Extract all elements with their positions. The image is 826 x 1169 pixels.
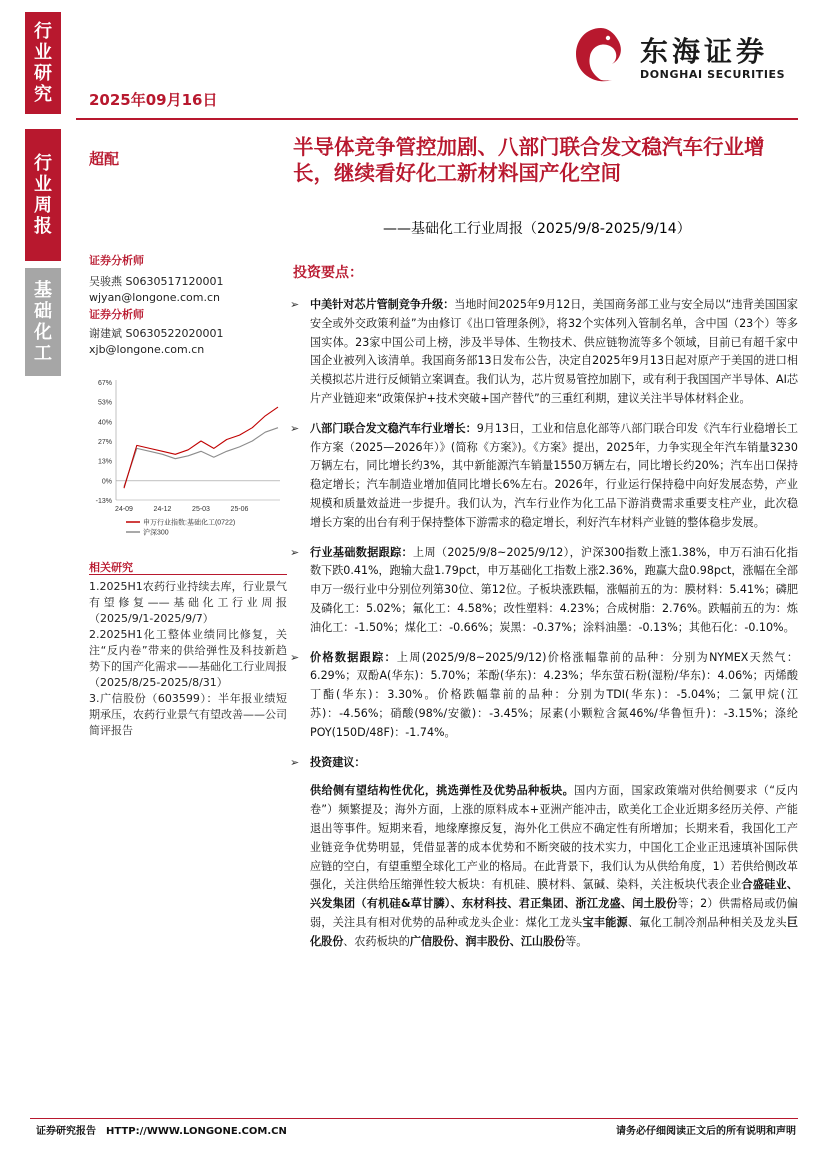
y-tick-label: 13% [97,458,112,466]
key-point [288,296,798,409]
report-type-tab-char: 周 [34,195,52,216]
x-tick-label: 24-09 [115,506,133,513]
industry-tab-char: 工 [34,343,52,364]
advice-companies: 宝丰能源 [582,915,628,929]
related-research-item[interactable]: 2.2025H1化工整体业绩同比修复，关注“反内卷”带来的供给弹性及科技新趋势下的国产化需求——基础化工行业周报（2025/8/25-2025/8/31） [89,628,287,689]
report-date: 2025年09月16日 [89,91,218,109]
analyst-email: wjyan@longone.com.cn [89,291,220,304]
key-point-head: 价格数据跟踪： [310,650,397,664]
key-point [288,649,798,743]
logo-dragon-icon [568,24,634,86]
related-research-divider [89,574,287,575]
industry-tab-char: 础 [34,301,52,322]
footer-disclaimer: 请务必仔细阅读正文后的所有说明和声明 [616,1126,796,1137]
industry-tab-char: 化 [34,322,52,343]
donghai-logo [568,24,798,88]
key-point-body: 当地时间2025年9月12日，美国商务部工业与安全局以“违背美国国家安全或外交政策利益”为由修订《出口管理条例》，将32个实体列入管制名单，含中国（23个）等多国实体。23家中国公司上榜，涉及半导体、生物技术、供应链物流等多个领域，目前已有超千家中国企业被列入该清单。我国商务部13日发布公告，决定自2025年9月13日起对原产于美国的进口相关模拟芯片进行反倾销立案调查。我们认为，芯片贸易管控加剧下，或有利于我国国产半导体、AI芯片产业链迎来“政策保护+技术突破+国产替代”的三重红利期，建议关注半导体材料企业。 [310,298,798,405]
key-point-head: 中美针对芯片管制竞争升级： [310,298,455,311]
advice-companies: 合盛硅业、兴发集团（有机硅&草甘膦）、东材科技、君正集团、浙江龙盛、闰土股份 [310,878,798,911]
analyst-label: 证券分析师 [89,308,144,321]
y-tick-label: 53% [97,399,112,407]
x-tick-label: 25-06 [230,506,249,513]
report-subtitle: ——基础化工行业周报（2025/9/8-2025/9/14） [383,221,691,237]
y-tick-label: 67% [97,380,112,387]
y-tick-label: 40% [97,419,112,427]
report-title: 半导体竞争管控加剧、八部门联合发文稳汽车行业增长，继续看好化工新材料国产化空间 [293,135,765,185]
series-line-csi300 [124,428,278,487]
related-research-item[interactable]: 1.2025H1农药行业持续去库，行业景气有望修复——基础化工行业周报（2025/9/1-2025/9/7） [89,580,287,625]
related-research-item[interactable]: 3.广信股份（603599）：半年报业绩短期承压，农药行业景气有望改善——公司简评报告 [89,692,287,737]
report-type-tab-char: 业 [34,174,52,195]
advice-lead: 供给侧有望结构性优化，挑选弹性及优势品种板块。 [310,784,575,798]
key-point [288,544,798,638]
key-point-body: 上周(2025/9/8~2025/9/12)价格涨幅靠前的品种：分别为NYMEX天然气：6.29%；双酚A(华东)：5.70%；苯酚(华东)：4.23%；华东萤石粉(湿粉/华东)：4.06%；丙烯酸丁酯(华东)：3.30%。价格跌幅靠前的品种：分别为TDI(华东)：-5.04%；二氯甲烷(江苏)：-4.56%；硝酸(98%/安徽)：-3.45%；尿素(小颗粒含氮46%/华鲁恒升)：-3.15%；涤纶POY(150D/48F)：-1.74%。 [310,650,798,739]
key-points [288,296,798,952]
advice-companies: 巨化股份 [310,915,798,948]
analyst-label: 证券分析师 [89,254,144,267]
x-tick-label: 25-03 [192,506,210,513]
legend-label: 申万行业指数:基础化工(0722) [143,519,236,527]
bullet-arrow-icon: ➢ [290,298,300,311]
key-point [288,754,798,773]
bullet-arrow-icon: ➢ [290,545,300,559]
series-line-industry-index [124,407,278,488]
report-type-tab-char: 行 [34,153,52,174]
advice-text: 、氟化工制冷剂品种相关及龙头 [627,915,787,929]
bullet-arrow-icon: ➢ [290,650,300,664]
legend-label: 沪深300 [143,529,169,537]
y-tick-label: 0% [101,478,112,486]
key-point-head: 投资建议： [310,755,366,769]
category-tab-char: 行 [34,21,52,42]
related-research-list [89,579,287,739]
report-type-tab [25,129,61,261]
industry-tab [25,268,61,376]
logo-chinese-name: 东海证券 [640,35,769,68]
bullet-arrow-icon: ➢ [290,755,300,769]
related-research-title: 相关研究 [89,561,133,574]
logo-english-name: DONGHAI SECURITIES [640,68,786,81]
category-tab-char: 业 [34,42,52,63]
advice-text: 等。 [565,934,588,948]
investment-rating: 超配 [89,150,120,168]
report-type-tab-char: 报 [34,216,52,237]
investment-advice-paragraph [288,782,798,951]
key-point-head: 八部门联合发文稳汽车行业增长： [310,421,477,435]
key-point-body: 9月13日，工业和信息化部等八部门联合印发《汽车行业稳增长工作方案（2025—2026年）》(简称《方案》)。《方案》提出，2025年，力争实现全年汽车销量3230万辆左右，同比增长约3%，其中新能源汽车销量1550万辆左右，同比增长约20%；汽车出口保持稳定增长；汽车制造业增加值同比增长6%左右。2026年，行业运行保持稳中向好发展态势，产业规模和质量效益进一步提升。我们认为，汽车行业作为化工品下游消费需求重要支柱产业，此次稳增长方案的出台有利于保持整体下游需求的稳定增长，利好汽车材料产业链的整体稳步发展。 [310,421,798,529]
advice-text: 国内方面，国家政策端对供给侧要求（“反内卷”）频繁提及；海外方面，上涨的原料成本+亚洲产能冲击，欧美化工企业近期多经历关停、产能退出等事件。短期来看，地缘摩擦反复，海外化工供应不确定性有所增加；长期来看，我国化工产业链竞争优势明显，凭借显著的成本优势和不断突破的技术实力，中国化工企业正迅速填补国际供应链的空白，有望重塑全球化工产业的格局。在此背景下，我们认为从供给角度，1）若供给侧改革强化，关注供给压缩弹性较大板块：有机硅、膜材料、氯碱、染料，关注板块代表企业 [310,784,798,892]
footer-website[interactable]: 证券研究报告 HTTP://WWW.LONGONE.COM.CN [36,1126,287,1137]
header-divider [76,118,798,120]
advice-text: 、农药板块的 [343,934,410,948]
key-point-head: 行业基础数据跟踪： [310,545,413,559]
industry-tab-char: 基 [34,280,52,301]
advice-companies: 广信股份、润丰股份、江山股份 [409,934,566,948]
bullet-arrow-icon: ➢ [290,421,300,435]
analyst-name-cert: 谢建斌 S0630522020001 [89,327,224,340]
footer-divider [30,1118,798,1119]
key-point-body: 上周（2025/9/8~2025/9/12），沪深300指数上涨1.38%，申万石油石化指数下跌0.41%，跑输大盘1.79pct，申万基础化工指数上涨2.36%，跑赢大盘0.98pct，涨幅在全部申万一级行业中分别位列第30位、第12位。子板块涨跌幅，涨幅前五的为：膜材料：5.41%；磷肥及磷化工：5.02%；氟化工：4.58%；改性塑料：4.23%；合成树脂：2.76%。跌幅前五的为：炼油化工：-1.50%；煤化工：-0.66%；炭黑：-0.37%；涂料油墨：-0.13%；其他石化：-0.10%。 [310,545,798,634]
y-tick-label: 27% [97,439,112,446]
x-tick-label: 24-12 [153,506,172,513]
performance-chart [86,372,286,544]
analyst-name-cert: 吴骏燕 S0630517120001 [89,275,224,288]
key-points-heading: 投资要点： [293,265,363,281]
analyst-email: xjb@longone.com.cn [89,343,205,356]
category-tab-char: 研 [34,63,52,84]
advice-text: 等；2）供需格局或仍偏弱，关注具有相对优势的品种或龙头企业：煤化工龙头 [310,897,798,929]
key-point [288,420,798,533]
y-tick-label: -13% [95,498,112,505]
category-tab-char: 究 [34,84,52,105]
category-tab [25,12,61,114]
